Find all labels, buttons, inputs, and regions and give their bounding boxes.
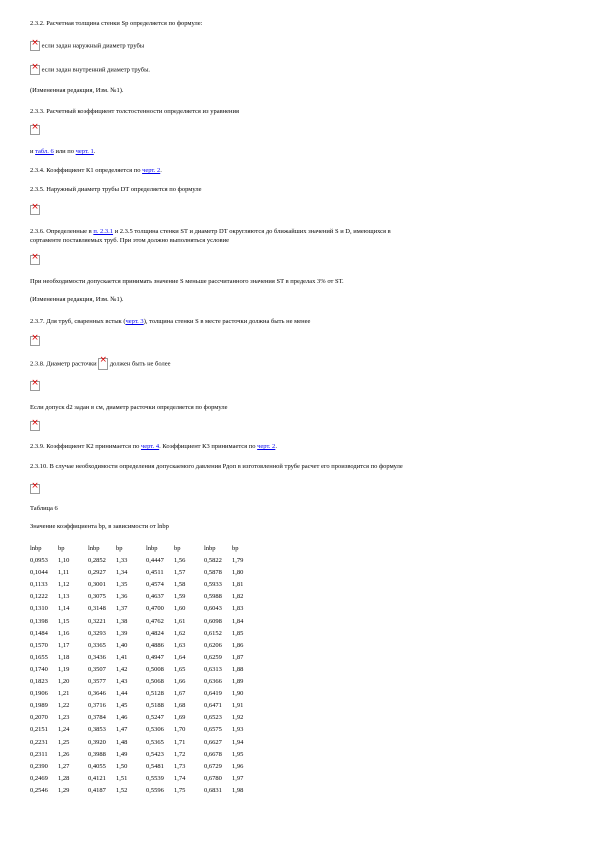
table-cell: 1,18 (58, 653, 70, 661)
table-header-cell: lnbp (146, 545, 158, 552)
table-cell: 0,4511 (146, 569, 164, 577)
paragraph-table-ref (30, 148, 95, 156)
table-cell: 1,70 (174, 726, 186, 734)
table-cell: 0,1740 (30, 665, 48, 673)
table-row (30, 567, 262, 579)
table-cell: 1,51 (116, 774, 128, 782)
table-cell: 1,17 (58, 641, 70, 649)
table-cell: 0,5481 (146, 762, 164, 770)
table-cell: 1,84 (232, 617, 244, 625)
table-row (30, 579, 262, 591)
table-row (30, 603, 262, 615)
table-title: Таблица 6 (30, 505, 58, 512)
table-cell: 0,1989 (30, 702, 48, 710)
table-cell: 0,3646 (88, 690, 106, 698)
table-cell: 1,63 (174, 641, 186, 649)
table-cell: 1,12 (58, 581, 70, 589)
text: ), толщина стенки S в месте расточки должна быть не менее (143, 318, 311, 325)
table-cell: 1,45 (116, 702, 128, 710)
table-cell: 1,48 (116, 738, 128, 746)
table-cell: 0,5365 (146, 738, 164, 746)
table-cell: 0,5068 (146, 678, 164, 686)
text: . (93, 148, 96, 155)
formula-image (30, 255, 40, 265)
table-cell: 0,6206 (204, 641, 222, 649)
table-cell: 0,3784 (88, 714, 106, 722)
table-cell: 0,6259 (204, 653, 222, 661)
table-cell: 0,4637 (146, 593, 164, 601)
table-cell: 1,85 (232, 629, 244, 637)
table-cell: 0,3716 (88, 702, 106, 710)
table-cell: 1,72 (174, 750, 186, 758)
table-cell: 1,62 (174, 629, 186, 637)
table-cell: 1,64 (174, 653, 186, 661)
table-cell: 0,4886 (146, 641, 164, 649)
table-cell: 1,86 (232, 641, 244, 649)
table-cell: 0,3293 (88, 629, 106, 637)
table-cell: 1,98 (232, 786, 244, 794)
table-cell: 1,90 (232, 690, 244, 698)
table-cell: 1,36 (116, 593, 128, 601)
table-cell: 0,5188 (146, 702, 164, 710)
table-cell: 0,1310 (30, 605, 48, 613)
table-row (30, 652, 262, 664)
table-cell: 0,5596 (146, 786, 164, 794)
table-cell: 0,6313 (204, 665, 222, 673)
table-cell: 0,4574 (146, 581, 164, 589)
paragraph-2-3-8 (30, 358, 171, 370)
table-row (30, 628, 262, 640)
table-cell: 1,40 (116, 641, 128, 649)
table-cell: 0,6729 (204, 762, 222, 770)
table-cell: 0,3001 (88, 581, 106, 589)
table-cell: 1,37 (116, 605, 128, 613)
table-row (30, 712, 262, 724)
table-cell: 0,2852 (88, 557, 106, 565)
table-header-cell: bp (58, 545, 65, 552)
table-cell: 0,4187 (88, 786, 106, 794)
table-cell: 1,80 (232, 569, 244, 577)
table-header-row (30, 543, 262, 555)
table-cell: 1,74 (174, 774, 186, 782)
table-cell: 1,75 (174, 786, 186, 794)
table-cell: 1,47 (116, 726, 128, 734)
table-cell: 0,5933 (204, 581, 222, 589)
table-cell: 0,3365 (88, 641, 106, 649)
table-cell: 1,91 (232, 702, 244, 710)
table-cell: 0,2927 (88, 569, 106, 577)
table-cell: 1,50 (116, 762, 128, 770)
table-cell: 0,6575 (204, 726, 222, 734)
figure-4-link[interactable]: черт. 4 (140, 443, 160, 450)
table-cell: 1,66 (174, 678, 186, 686)
table-row (30, 591, 262, 603)
text: 2.3.8. Диаметр расточки (30, 360, 97, 368)
table-cell: 0,4447 (146, 557, 164, 565)
table-cell: 1,44 (116, 690, 128, 698)
table-cell: 1,35 (116, 581, 128, 589)
text: и 2.3.5 толщина стенки ST и диаметр DT округляются до ближайших значений S и D, имеющихся в (113, 228, 391, 235)
table-cell: 1,14 (58, 605, 70, 613)
formula-caption: если задан наружный диаметр трубы (41, 42, 145, 50)
table-cell: 1,89 (232, 678, 244, 686)
table-row (30, 737, 262, 749)
text: 2.3.6. Определенные в (30, 228, 94, 235)
table-cell: 1,33 (116, 557, 128, 565)
table-cell: 0,1655 (30, 653, 48, 661)
table-row (30, 676, 262, 688)
table-cell: 1,65 (174, 665, 186, 673)
table-row (30, 640, 262, 652)
table-row (30, 749, 262, 761)
text: 2.3.7. Для труб, сваренных встык ( (30, 318, 126, 325)
table-cell: 1,16 (58, 629, 70, 637)
table-header-cell: bp (174, 545, 181, 552)
table-6-link[interactable]: табл. 6 (35, 148, 54, 155)
table-cell: 1,29 (58, 786, 70, 794)
broken-image-icon (30, 421, 40, 431)
table-cell: 0,4762 (146, 617, 164, 625)
figure-2-link[interactable]: черт. 2 (257, 443, 276, 450)
table-cell: 1,87 (232, 653, 244, 661)
paragraph-tolerance: При необходимости допускается принимать значение S меньше рассчитанного значения ST в пределах 3% от ST. (30, 278, 344, 285)
table-header-cell: lnbp (30, 545, 42, 552)
table-cell: 0,6043 (204, 605, 222, 613)
table-cell: 1,24 (58, 726, 70, 734)
broken-image-icon (30, 65, 40, 75)
formula-image (30, 484, 40, 494)
table-header-cell: bp (116, 545, 123, 552)
table-cell: 1,25 (58, 738, 70, 746)
formula-caption: если задан внутренний диаметр трубы. (41, 66, 151, 74)
table-cell: 0,6678 (204, 750, 222, 758)
table-cell: 1,10 (58, 557, 70, 565)
table-cell: 0,6471 (204, 702, 222, 710)
formula-row-inner-diameter (30, 65, 150, 75)
paragraph-2-3-6-cont: сортаменте поставляемых труб. При этом должно выполняться условие (30, 237, 229, 244)
table-cell: 1,56 (174, 557, 186, 565)
table-cell: 1,49 (116, 750, 128, 758)
table-cell: 1,26 (58, 750, 70, 758)
table-cell: 0,4055 (88, 762, 106, 770)
table-cell: 0,2151 (30, 726, 48, 734)
table-row (30, 724, 262, 736)
table-cell: 1,21 (58, 690, 70, 698)
table-cell: 0,5878 (204, 569, 222, 577)
amendment-note: (Измененная редакция, Изм. №1). (30, 87, 124, 94)
formula-image (30, 421, 40, 431)
table-cell: 0,2231 (30, 738, 48, 746)
table-cell: 0,3507 (88, 665, 106, 673)
table-cell: 1,82 (232, 593, 244, 601)
table-cell: 1,83 (232, 605, 244, 613)
broken-image-icon (98, 358, 108, 370)
table-cell: 0,4121 (88, 774, 106, 782)
table-cell: 0,3920 (88, 738, 106, 746)
formula-image (30, 125, 40, 135)
text: должен быть не более (109, 360, 171, 368)
table-row (30, 761, 262, 773)
table-cell: 0,6780 (204, 774, 222, 782)
table-row (30, 700, 262, 712)
table-cell: 1,88 (232, 665, 244, 673)
table-cell: 1,23 (58, 714, 70, 722)
table-cell: 1,93 (232, 726, 244, 734)
table-header-cell: bp (232, 545, 239, 552)
text: . (275, 443, 277, 450)
table-cell: 0,1044 (30, 569, 48, 577)
coefficient-table (30, 543, 262, 797)
broken-image-icon (30, 205, 40, 215)
table-cell: 0,6152 (204, 629, 222, 637)
table-cell: 0,4700 (146, 605, 164, 613)
table-cell: 0,5247 (146, 714, 164, 722)
table-cell: 0,2390 (30, 762, 48, 770)
table-cell: 0,2311 (30, 750, 48, 758)
table-cell: 1,60 (174, 605, 186, 613)
table-cell: 1,42 (116, 665, 128, 673)
table-cell: 1,43 (116, 678, 128, 686)
table-cell: 1,67 (174, 690, 186, 698)
formula-image (30, 381, 40, 391)
table-cell: 0,3436 (88, 653, 106, 661)
table-row (30, 688, 262, 700)
table-cell: 0,5306 (146, 726, 164, 734)
table-cell: 0,3577 (88, 678, 106, 686)
text: и (30, 148, 36, 155)
table-cell: 1,52 (116, 786, 128, 794)
table-cell: 1,13 (58, 593, 70, 601)
paragraph-2-3-3: 2.3.3. Расчетный коэффициент толстостенности определяется из уравнения (30, 108, 239, 115)
table-row (30, 664, 262, 676)
table-cell: 0,1133 (30, 581, 48, 589)
table-cell: 0,4824 (146, 629, 164, 637)
table-cell: 1,58 (174, 581, 186, 589)
text: или по (53, 148, 76, 155)
paragraph-2-3-4 (30, 167, 162, 175)
broken-image-icon (30, 255, 40, 265)
table-cell: 1,96 (232, 762, 244, 770)
text: 2.3.4. Коэффициент К1 определяется по (30, 167, 143, 174)
text: . (160, 167, 162, 174)
paragraph-2-3-2: 2.3.2. Расчетная толщина стенки Sp определяется по формуле: (30, 20, 203, 27)
figure-2-link[interactable]: черт. 2 (142, 167, 161, 174)
table-cell: 0,6366 (204, 678, 222, 686)
formula-image (30, 205, 40, 215)
table-cell: 0,2469 (30, 774, 48, 782)
table-row (30, 555, 262, 567)
table-cell: 0,2546 (30, 786, 48, 794)
table-cell: 0,5988 (204, 593, 222, 601)
table-cell: 0,3075 (88, 593, 106, 601)
table-cell: 1,11 (58, 569, 70, 577)
figure-3-link[interactable]: черт. 3 (125, 318, 144, 325)
table-cell: 0,3988 (88, 750, 106, 758)
table-cell: 1,68 (174, 702, 186, 710)
formula-row-outer-diameter (30, 41, 144, 51)
paragraph-2-3-7 (30, 318, 310, 326)
table-cell: 1,20 (58, 678, 70, 686)
table-cell: 1,28 (58, 774, 70, 782)
text: . Коэффициент К3 принимается по (159, 443, 258, 450)
table-cell: 0,6523 (204, 714, 222, 722)
table-cell: 1,97 (232, 774, 244, 782)
table-cell: 1,94 (232, 738, 244, 746)
table-cell: 1,19 (58, 665, 70, 673)
paragraph-2-3-5: 2.3.5. Наружный диаметр трубы DT определяется по формуле (30, 186, 202, 193)
table-cell: 1,57 (174, 569, 186, 577)
table-cell: 0,0953 (30, 557, 48, 565)
table-cell: 0,2070 (30, 714, 48, 722)
table-cell: 0,5539 (146, 774, 164, 782)
table-cell: 0,6419 (204, 690, 222, 698)
table-cell: 0,1906 (30, 690, 48, 698)
table-cell: 1,79 (232, 557, 244, 565)
formula-image (30, 336, 40, 346)
table-cell: 1,69 (174, 714, 186, 722)
table-cell: 0,3148 (88, 605, 106, 613)
paragraph-2-3-6 (30, 228, 391, 236)
table-header-cell: lnbp (204, 545, 216, 552)
table-row (30, 773, 262, 785)
table-cell: 0,6098 (204, 617, 222, 625)
table-cell: 0,1484 (30, 629, 48, 637)
table-cell: 0,5128 (146, 690, 164, 698)
table-cell: 1,71 (174, 738, 186, 746)
table-row (30, 785, 262, 797)
broken-image-icon (30, 41, 40, 51)
table-caption: Значение коэффициента bp, в зависимости от lnbp (30, 523, 169, 530)
table-cell: 1,41 (116, 653, 128, 661)
table-row (30, 616, 262, 628)
table-cell: 0,5008 (146, 665, 164, 673)
table-cell: 0,3221 (88, 617, 106, 625)
table-cell: 0,4947 (146, 653, 164, 661)
text: 2.3.9. Коэффициент К2 принимается по (30, 443, 141, 450)
broken-image-icon (30, 336, 40, 346)
table-cell: 1,61 (174, 617, 186, 625)
broken-image-icon (30, 484, 40, 494)
table-cell: 1,39 (116, 629, 128, 637)
paragraph-2-3-9 (30, 443, 277, 451)
table-cell: 1,27 (58, 762, 70, 770)
table-cell: 1,81 (232, 581, 244, 589)
paragraph-2-3-10: 2.3.10. В случае необходимости определения допускаемого давления Рдоп в изготовленной трубе расчет его производится по формуле (30, 463, 403, 470)
amendment-note: (Измененная редакция, Изм. №1). (30, 296, 124, 303)
table-cell: 0,5423 (146, 750, 164, 758)
figure-1-link[interactable]: черт. 1 (75, 148, 94, 155)
table-cell: 0,1823 (30, 678, 48, 686)
table-cell: 1,15 (58, 617, 70, 625)
broken-image-icon (30, 381, 40, 391)
table-cell: 0,1222 (30, 593, 48, 601)
table-header-cell: lnbp (88, 545, 100, 552)
table-cell: 1,59 (174, 593, 186, 601)
table-cell: 1,92 (232, 714, 244, 722)
clause-2-3-1-link[interactable]: п. 2.3.1 (93, 228, 114, 235)
table-cell: 1,95 (232, 750, 244, 758)
broken-image-icon (30, 125, 40, 135)
table-cell: 1,22 (58, 702, 70, 710)
table-cell: 0,6627 (204, 738, 222, 746)
table-cell: 1,46 (116, 714, 128, 722)
table-cell: 1,73 (174, 762, 186, 770)
table-cell: 1,38 (116, 617, 128, 625)
paragraph-tolerance-cm: Если допуск d2 задан в см, диаметр расточки определяется по формуле (30, 404, 228, 411)
table-cell: 0,3853 (88, 726, 106, 734)
table-cell: 0,1570 (30, 641, 48, 649)
table-cell: 0,1398 (30, 617, 48, 625)
table-cell: 0,6831 (204, 786, 222, 794)
table-cell: 0,5822 (204, 557, 222, 565)
table-cell: 1,34 (116, 569, 128, 577)
